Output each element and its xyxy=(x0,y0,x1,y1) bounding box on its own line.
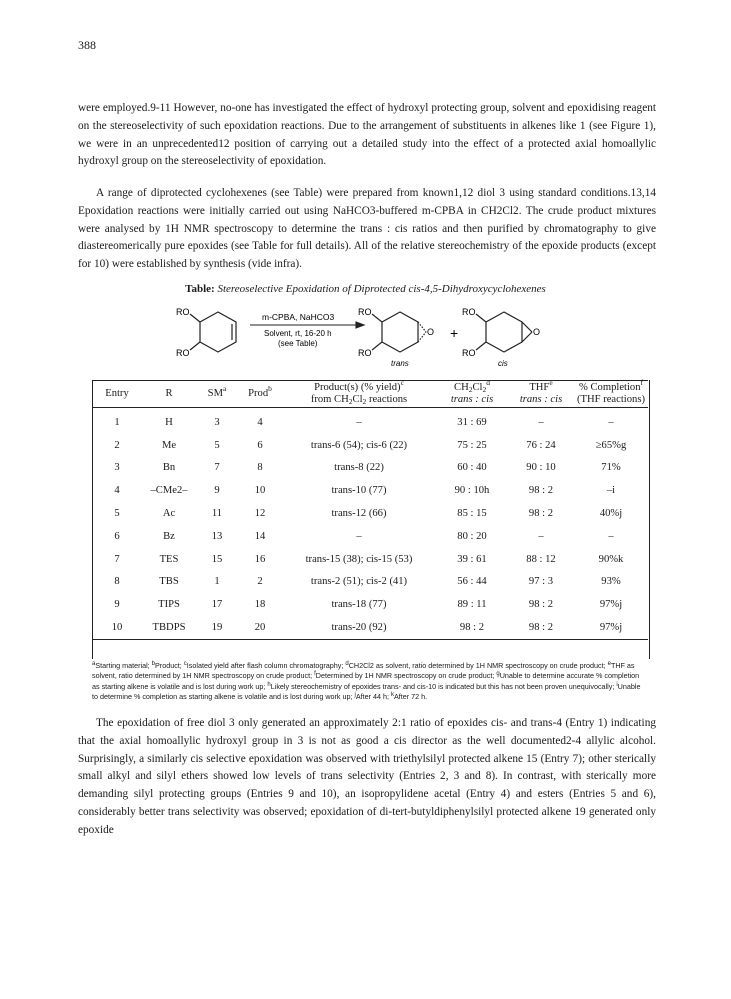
cell-thf: 90 : 10 xyxy=(526,462,556,474)
cell-sm: 9 xyxy=(214,485,220,497)
cell-r: TES xyxy=(159,553,179,565)
cell-r: Bn xyxy=(162,462,176,474)
cell-products: trans-15 (38); cis-15 (53) xyxy=(305,553,413,565)
cell-completion: – xyxy=(608,530,614,542)
paragraph-3: The epoxidation of free diol 3 only generated an approximately 2:1 ratio of epoxides cis- and trans-4 (Entry 1) indicating that the axial homoallylic hydroxyl group in 3 is not as good a cis director as the well documented2-4 allylic alcohol. Surprisingly, a similarly cis selective epoxidation was observed with triethylsilyl protected alkene 15 (Entry 7); other sterically small alkyl and silyl ethers showed low levels of trans selectivity (Entries 2, 3 and 8). In contrast, with sterically more demanding silyl protecting groups (Entries 9 and 10), an isopropylidene acetal (Entry 4) and esters (Entries 5 and 6), considerably better trans selectivity was observed; epoxidation of di-tert-butyldiphenylsilyl protected alkene 19 generated only epoxide xyxy=(78,717,656,836)
cell-sm: 7 xyxy=(214,462,220,474)
table-caption-text: Stereoselective Epoxidation of Diprotected cis-4,5-Dihydroxycyclohexenes xyxy=(217,283,546,295)
footnote-mark: b xyxy=(151,661,156,667)
cell-prod: 16 xyxy=(254,553,266,565)
cell-ch2cl2: 98 : 2 xyxy=(436,616,508,639)
reaction-scheme xyxy=(160,298,580,370)
footnote-mark: c xyxy=(183,661,187,667)
footnote-text: Determined by 1H NMR spectroscopy on crude product; xyxy=(315,671,497,681)
ro-label-3b: RO xyxy=(462,348,476,358)
header-completion: % Completion$^f$ (THF reactions) xyxy=(574,381,648,408)
cell-completion: ≥65%g xyxy=(595,439,627,451)
cell-sm: 15 xyxy=(211,553,223,565)
table-row xyxy=(92,548,648,571)
reagent-line-2: Solvent, rt, 16-20 h xyxy=(264,329,332,338)
cell-r: Bz xyxy=(163,530,175,542)
footnote-mark: i xyxy=(616,681,618,688)
cell-completion: – xyxy=(608,416,614,428)
cell-ch2cl2: 80 : 20 xyxy=(457,530,487,542)
header-products: Product(s) (% yield)$^c$ from $CH_2Cl_2$ reactions xyxy=(282,381,436,408)
cell-sm: 13 xyxy=(211,530,223,542)
footnote-mark: k xyxy=(391,692,394,699)
cell-completion: –i xyxy=(606,485,616,497)
footnote-text: Isolated yield after flash column chromatography; xyxy=(186,661,346,670)
cell-thf: – xyxy=(538,530,544,542)
cell-completion: 40%j xyxy=(599,508,623,520)
table-row xyxy=(92,502,648,525)
header-entry: Entry xyxy=(92,381,142,408)
cell-r: Me xyxy=(161,439,177,451)
table-row xyxy=(92,434,648,457)
cell-r: TIPS xyxy=(158,599,180,611)
cell-completion: 71% xyxy=(601,462,621,474)
footnote-text: THF as solvent, ratio determined by 1H NMR spectroscopy on crude product; xyxy=(92,661,635,681)
cell-products: trans-18 (77) xyxy=(331,599,387,611)
footnote-text: Product; xyxy=(155,661,184,670)
cell-r: TBS xyxy=(159,576,179,588)
cell-thf: 97 : 3 xyxy=(528,576,554,588)
cell-r: Ac xyxy=(162,508,176,520)
cell-thf: – xyxy=(538,416,544,428)
cell-ch2cl2: 56 : 44 xyxy=(457,576,487,588)
cell-ch2cl2: 60 : 40 xyxy=(457,462,487,474)
cell-products: trans-10 (77) xyxy=(331,485,387,497)
table-row xyxy=(92,525,648,548)
table-caption-label: Table: xyxy=(185,283,215,295)
footnote-text: Unable to determine % completion as starting alkene is volatile and is lost during work up; xyxy=(92,681,641,702)
cell-thf: 98 : 2 xyxy=(528,599,554,611)
cell-products: trans-12 (66) xyxy=(331,508,387,520)
table-header-row xyxy=(92,381,648,408)
footnote-text: Unable to determine accurate % completion as starting alkene is volatile and is lost during work up; xyxy=(92,671,640,691)
table-row xyxy=(92,593,648,616)
cell-entry: 5 xyxy=(114,508,120,520)
table-row xyxy=(92,571,648,594)
cell-r: TBDPS xyxy=(142,616,196,639)
footnote-text: Likely stereochemistry of epoxides trans- and cis-10 is indicated but this has not been proven unequivocally; xyxy=(270,681,617,691)
cell-sm: 17 xyxy=(211,599,223,611)
page-number: 388 xyxy=(78,38,96,52)
table-row xyxy=(92,616,648,639)
cell-entry: 9 xyxy=(114,599,120,611)
starting-alkene-structure xyxy=(190,312,236,352)
cell-entry: 2 xyxy=(114,439,120,451)
cis-epoxide-o: O xyxy=(533,327,541,337)
cell-completion: 93% xyxy=(601,576,621,588)
cell-prod: 6 xyxy=(257,439,263,451)
cell-thf: 98 : 2 xyxy=(528,485,554,497)
cell-completion: 90%k xyxy=(598,553,624,565)
footnote-text: After 72 h. xyxy=(394,692,428,702)
cell-ch2cl2: 90 : 10h xyxy=(454,485,490,497)
cell-entry: 8 xyxy=(114,576,120,588)
table-row xyxy=(92,479,648,502)
cell-sm: 1 xyxy=(214,576,220,588)
table-row xyxy=(92,457,648,480)
header-thf: THF$^e$ trans : cis xyxy=(508,381,574,408)
cell-sm: 5 xyxy=(214,439,220,451)
ro-label-2a: RO xyxy=(358,307,372,317)
cell-products: trans-6 (54); cis-6 (22) xyxy=(310,439,408,451)
cell-thf: 98 : 2 xyxy=(528,508,554,520)
footnote-mark: h xyxy=(267,681,271,688)
cell-products: trans-20 (92) xyxy=(282,616,436,639)
cell-prod: 20 xyxy=(238,616,282,639)
reagent-line-3: (see Table) xyxy=(278,339,318,348)
cell-entry: 7 xyxy=(114,553,120,565)
cell-ch2cl2: 75 : 25 xyxy=(457,439,487,451)
cell-entry: 3 xyxy=(114,462,120,474)
cell-ch2cl2: 85 : 15 xyxy=(457,508,487,520)
cell-entry: 6 xyxy=(114,530,120,542)
header-r: R xyxy=(142,381,196,408)
cell-ch2cl2: 89 : 11 xyxy=(457,599,487,611)
cell-products: – xyxy=(356,530,362,542)
header-sm: $SM^a$ xyxy=(196,381,238,408)
cell-prod: 18 xyxy=(254,599,266,611)
cell-completion: 97%j xyxy=(574,616,648,639)
cell-sm: 11 xyxy=(211,508,223,520)
trans-epoxide-structure xyxy=(372,312,426,352)
cell-sm: 3 xyxy=(214,416,220,428)
cell-prod: 12 xyxy=(254,508,266,520)
footnote-mark: j xyxy=(354,692,356,699)
cell-completion: 97%j xyxy=(599,599,623,611)
cell-r: –CMe2– xyxy=(150,485,188,497)
cis-label: cis xyxy=(498,359,508,368)
trans-label: trans xyxy=(391,359,409,368)
footnote-mark: e xyxy=(607,661,611,667)
cell-thf: 76 : 24 xyxy=(526,439,556,451)
cis-epoxide-structure xyxy=(476,312,532,352)
results-table xyxy=(92,380,648,640)
footnote-mark: d xyxy=(345,661,349,667)
cell-entry: 1 xyxy=(114,416,120,428)
plus-sign: + xyxy=(450,325,459,341)
paragraph-2: A range of diprotected cyclohexenes (see Table) were prepared from known1,12 diol 3 using standard conditions.13,14 Epoxidation reactions were initially carried out using NaHCO3-buffered m-CPBA in CH2Cl2. The crude product mixtures were analysed by 1H NMR spectroscopy to determine the trans : cis ratios and then purified by chromatography to give diastereomerically pure epoxides (see Table for full details). All of the relative stereochemistry of the epoxide products (except for 10) were established by synthesis (vide infra). xyxy=(78,187,656,271)
cell-products: – xyxy=(356,416,362,428)
cell-thf: 98 : 2 xyxy=(508,616,574,639)
header-prod: Prod$^b$ xyxy=(238,381,282,408)
cell-prod: 4 xyxy=(257,416,263,428)
cell-entry: 4 xyxy=(114,485,120,497)
trans-epoxide-o: O xyxy=(427,327,435,337)
footnote-text: CH2Cl2 as solvent, ratio determined by 1H NMR spectroscopy on crude product; xyxy=(348,661,608,670)
table-footnotes xyxy=(92,661,648,703)
footnote-mark: f xyxy=(314,671,316,678)
footnote-mark: g xyxy=(496,671,500,678)
header-ch2cl2: $CH_2Cl_2^d$ trans : cis xyxy=(436,381,508,408)
cell-prod: 14 xyxy=(254,530,266,542)
cell-ch2cl2: 31 : 69 xyxy=(457,416,487,428)
ro-label-3a: RO xyxy=(462,307,476,317)
reaction-arrow xyxy=(250,322,364,328)
footnote-text: After 44 h; xyxy=(355,692,391,702)
cell-ch2cl2: 39 : 61 xyxy=(457,553,487,565)
cell-products: trans-8 (22) xyxy=(334,462,384,474)
table-row xyxy=(92,408,648,434)
footnote-text: Starting material; xyxy=(95,661,152,670)
footnote-mark: a xyxy=(92,661,96,667)
cell-r: H xyxy=(165,416,173,428)
cell-entry: 10 xyxy=(92,616,142,639)
cell-products: trans-2 (51); cis-2 (41) xyxy=(310,576,408,588)
paragraph-1: were employed.9-11 However, no-one has investigated the effect of hydroxyl protecting group, solvent and epoxidising reagent on the stereoselectivity of such epoxidation reactions. Due to the arrangement of substituents in alkenes like 1 (see Figure 1), we were in an unprecedented12 position of carrying out a detailed study into the effect of a protected axial homoallylic hydroxyl group on the stereoselectivity of epoxidation. xyxy=(78,102,656,168)
cell-prod: 2 xyxy=(257,576,263,588)
table-caption xyxy=(0,283,731,295)
reagent-line-1: m-CPBA, NaHCO3 xyxy=(262,312,335,322)
cell-sm: 19 xyxy=(196,616,238,639)
ro-label-1a: RO xyxy=(176,307,190,317)
ro-label-1b: RO xyxy=(176,348,190,358)
cell-prod: 8 xyxy=(257,462,263,474)
cell-prod: 10 xyxy=(254,485,266,497)
ro-label-2b: RO xyxy=(358,348,372,358)
cell-thf: 88 : 12 xyxy=(526,553,556,565)
